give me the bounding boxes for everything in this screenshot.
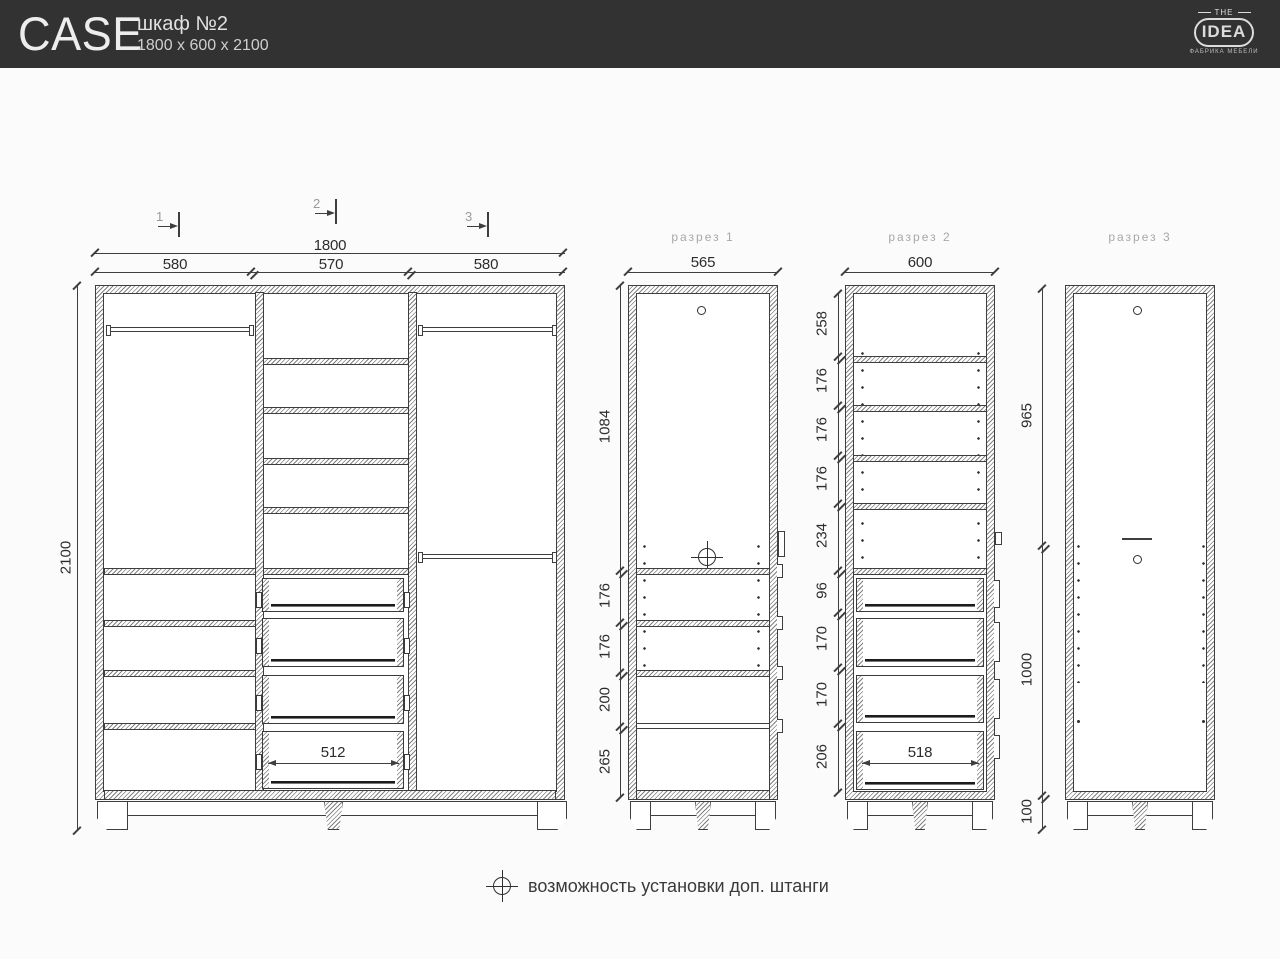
dim-label: 170 bbox=[813, 625, 831, 652]
dim-drawer-width: 512 bbox=[320, 744, 346, 761]
dim-label: 965 bbox=[1018, 402, 1036, 429]
shelf bbox=[104, 620, 256, 627]
dim-column-width: 570 bbox=[318, 256, 344, 273]
drawer bbox=[262, 578, 404, 612]
bottom-panel bbox=[104, 790, 556, 800]
dim-arrow bbox=[391, 760, 399, 766]
section-title: разрез 3 bbox=[1108, 230, 1172, 244]
logo-top-text: THE bbox=[1184, 8, 1264, 17]
leg bbox=[1067, 801, 1088, 830]
section-marker-line bbox=[487, 212, 489, 237]
leg bbox=[1132, 801, 1148, 830]
leg bbox=[755, 801, 776, 830]
dim-label: 200 bbox=[596, 686, 614, 713]
shelf bbox=[104, 723, 256, 730]
dim-line bbox=[620, 285, 621, 798]
dim-line bbox=[1042, 288, 1043, 830]
shelf-pin-holes bbox=[1077, 538, 1080, 683]
shelf bbox=[263, 458, 409, 465]
drawer-slide-mark bbox=[994, 580, 1000, 608]
rod-hole bbox=[1133, 555, 1142, 564]
shelf bbox=[636, 670, 770, 677]
dim-label: 1000 bbox=[1018, 652, 1036, 687]
vertical-divider bbox=[408, 292, 417, 792]
drawer-slide-mark bbox=[994, 679, 1000, 719]
section-marker-line bbox=[335, 199, 337, 224]
dim-line bbox=[95, 253, 565, 254]
dim-label: 170 bbox=[813, 681, 831, 708]
dim-line bbox=[268, 763, 399, 764]
shelf bbox=[263, 358, 409, 365]
leg bbox=[847, 801, 868, 830]
shelf-support-mark bbox=[777, 616, 783, 630]
leg bbox=[972, 801, 993, 830]
dim-total-width: 1800 bbox=[313, 237, 347, 254]
section-marker-line bbox=[178, 212, 180, 237]
dim-label: 258 bbox=[813, 310, 831, 337]
drawer-slide-mark bbox=[994, 735, 1000, 759]
dim-label: 100 bbox=[1018, 798, 1036, 825]
rod-end-view bbox=[1122, 538, 1152, 540]
hanging-rod bbox=[421, 327, 554, 332]
logo-subtitle: ФАБРИКА МЕБЕЛИ bbox=[1189, 49, 1259, 55]
shelf bbox=[853, 405, 987, 412]
shelf bbox=[853, 455, 987, 462]
rod-hole bbox=[1133, 306, 1142, 315]
brand-logo: CASE bbox=[18, 7, 143, 60]
drawer-section bbox=[856, 618, 984, 667]
hanging-rod bbox=[421, 554, 554, 559]
section3-cabinet bbox=[1065, 285, 1215, 800]
product-name: шкаф №2 bbox=[137, 13, 228, 35]
drawer bbox=[262, 618, 404, 667]
shelf bbox=[263, 507, 409, 514]
dim-line bbox=[77, 285, 78, 831]
dim-label: 176 bbox=[596, 582, 614, 609]
logo-main-text: IDEA bbox=[1194, 18, 1254, 47]
leg bbox=[912, 801, 928, 830]
the-idea-logo bbox=[1184, 8, 1264, 55]
leg bbox=[695, 801, 711, 830]
dim-line bbox=[862, 763, 979, 764]
drawer-section bbox=[856, 578, 984, 612]
section-marker-arrow bbox=[479, 223, 487, 229]
section-marker-label: 1 bbox=[156, 209, 164, 224]
legend-crosshair-icon bbox=[493, 877, 511, 895]
shelf-pin-holes bbox=[757, 538, 760, 668]
section-title: разрез 2 bbox=[888, 230, 952, 244]
dim-label: 206 bbox=[813, 743, 831, 770]
dim-section-width: 600 bbox=[907, 254, 933, 271]
dim-arrow bbox=[971, 760, 979, 766]
product-dimensions: 1800 x 600 x 2100 bbox=[137, 37, 269, 54]
shelf-pin-hole bbox=[1077, 720, 1080, 723]
dim-drawer-width: 518 bbox=[907, 744, 933, 761]
door-handle bbox=[778, 531, 785, 557]
shelf-support-mark bbox=[777, 564, 783, 578]
dim-line bbox=[628, 272, 778, 273]
leg bbox=[97, 801, 128, 830]
shelf-support-mark bbox=[777, 719, 783, 733]
dim-arrow bbox=[862, 760, 870, 766]
drawer bbox=[262, 675, 404, 724]
shelf bbox=[636, 568, 770, 575]
shelf-pin-hole bbox=[1202, 720, 1205, 723]
shelf bbox=[263, 568, 409, 575]
cabinet-interior bbox=[636, 293, 770, 792]
leg bbox=[630, 801, 651, 830]
header-bar bbox=[0, 0, 1280, 68]
dim-label: 176 bbox=[813, 416, 831, 443]
door-handle bbox=[995, 532, 1002, 545]
leg bbox=[324, 801, 343, 830]
dim-line bbox=[95, 272, 565, 273]
section-marker-arrow bbox=[170, 223, 178, 229]
dim-section-width: 565 bbox=[690, 254, 716, 271]
dim-label: 234 bbox=[813, 522, 831, 549]
shelf-pin-holes bbox=[643, 538, 646, 668]
drawer-slide-mark bbox=[994, 622, 1000, 662]
dim-label: 96 bbox=[813, 582, 831, 599]
dim-label: 176 bbox=[596, 633, 614, 660]
section-title: разрез 1 bbox=[671, 230, 735, 244]
dim-total-height: 2100 bbox=[57, 540, 75, 575]
leg bbox=[1192, 801, 1213, 830]
dim-label: 176 bbox=[813, 465, 831, 492]
section-marker-label: 3 bbox=[465, 209, 473, 224]
shelf bbox=[636, 620, 770, 627]
dim-label: 176 bbox=[813, 367, 831, 394]
shelf bbox=[104, 670, 256, 677]
optional-rod-position-icon bbox=[698, 548, 716, 566]
drawer-section bbox=[856, 675, 984, 723]
dim-line bbox=[845, 272, 995, 273]
dim-column-width: 580 bbox=[162, 256, 188, 273]
shelf bbox=[853, 503, 987, 510]
dim-label: 1084 bbox=[596, 409, 614, 444]
shelf bbox=[853, 356, 987, 363]
shelf-adjustable bbox=[636, 723, 770, 729]
shelf bbox=[104, 568, 256, 575]
cabinet-interior bbox=[1073, 293, 1207, 792]
hanging-rod bbox=[109, 327, 251, 332]
legend-text: возможность установки доп. штанги bbox=[528, 876, 829, 896]
shelf bbox=[853, 568, 987, 575]
leg bbox=[537, 801, 567, 830]
dim-line bbox=[838, 293, 839, 793]
dim-column-width: 580 bbox=[473, 256, 499, 273]
section-marker-arrow bbox=[327, 210, 335, 216]
rod-hole bbox=[697, 306, 706, 315]
section-marker-label: 2 bbox=[313, 196, 321, 211]
bottom-panel bbox=[636, 790, 770, 800]
shelf-pin-holes bbox=[1202, 538, 1205, 683]
dim-label: 265 bbox=[596, 748, 614, 775]
shelf-support-mark bbox=[777, 666, 783, 680]
dim-arrow bbox=[268, 760, 276, 766]
shelf bbox=[263, 407, 409, 414]
